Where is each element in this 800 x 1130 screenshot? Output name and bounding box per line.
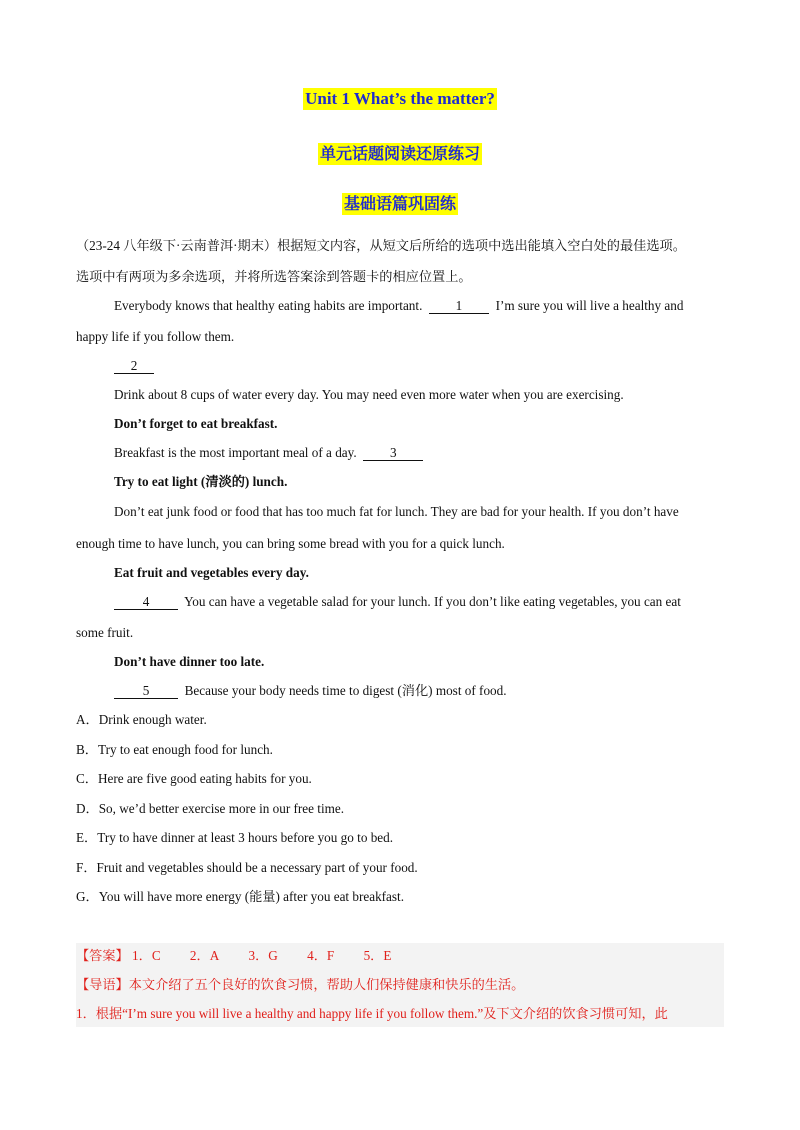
blank-2-line xyxy=(114,357,154,375)
answer-item-5: 5．E xyxy=(363,948,392,963)
explanation-line: 1．根据“I’m sure you will live a healthy and happy life if you follow them.”及下文介绍的饮食习惯可知，此 xyxy=(76,1006,668,1021)
blank-5: 5 xyxy=(114,683,178,699)
option-f: F．Fruit and vegetables should be a necessary part of your food. xyxy=(76,860,418,875)
paragraph-2: Drink about 8 cups of water every day. You may need even more water when you are exercising. xyxy=(114,387,624,402)
subtitle: 单元话题阅读还原练习 xyxy=(319,144,480,163)
p5-text-a: You can have a vegetable salad for your lunch. If you don’t like eating vegetables, you can eat xyxy=(184,594,681,609)
paragraph-4-cont: enough time to have lunch, you can bring some bread with you for a quick lunch. xyxy=(76,536,505,551)
answer-item-4: 4．F xyxy=(307,948,335,963)
guide-text: 本文介绍了五个良好的饮食习惯，帮助人们保持健康和快乐的生活。 xyxy=(128,977,525,992)
section-title: 基础语篇巩固练 xyxy=(343,194,456,213)
answer-item-3: 3．G xyxy=(248,948,278,963)
blank-1: 1 xyxy=(429,298,489,314)
blank-2: 2 xyxy=(114,358,154,374)
section-title-wrap xyxy=(0,193,800,215)
heading-breakfast: Don’t forget to eat breakfast. xyxy=(114,416,278,431)
paragraph-1 xyxy=(114,297,683,315)
p1-text-a: Everybody knows that healthy eating habits are important. xyxy=(114,298,423,313)
unit-title-wrap xyxy=(0,88,800,110)
option-a: A．Drink enough water. xyxy=(76,712,207,727)
blank-4: 4 xyxy=(114,594,178,610)
answer-line xyxy=(76,947,417,965)
option-e: E．Try to have dinner at least 3 hours before you go to bed. xyxy=(76,830,394,845)
guide-label: 【导语】 xyxy=(76,977,129,992)
subtitle-wrap xyxy=(0,143,800,165)
option-c: C．Here are five good eating habits for you. xyxy=(76,771,312,786)
paragraph-1-cont: happy life if you follow them. xyxy=(76,329,235,344)
answer-item-1: 1．C xyxy=(132,948,161,963)
p3-text: Breakfast is the most important meal of a day. xyxy=(114,445,357,460)
p6-text: Because your body needs time to digest (消化) most of food. xyxy=(184,683,507,698)
option-b: B．Try to eat enough food for lunch. xyxy=(76,742,273,757)
unit-title: Unit 1 What’s the matter? xyxy=(305,89,495,108)
paragraph-5 xyxy=(114,593,681,611)
option-d: D．So, we’d better exercise more in our free time. xyxy=(76,801,345,816)
guide-line xyxy=(76,976,524,994)
paragraph-6 xyxy=(114,682,507,700)
heading-fruit: Eat fruit and vegetables every day. xyxy=(114,565,309,580)
answer-item-2: 2．A xyxy=(189,948,220,963)
instruction-line-2: 选项中有两项为多余选项，并将所选答案涂到答题卡的相应位置上。 xyxy=(76,269,472,284)
blank-3: 3 xyxy=(363,445,423,461)
option-g: G．You will have more energy (能量) after you eat breakfast. xyxy=(76,889,405,904)
paragraph-5-cont: some fruit. xyxy=(76,625,134,640)
heading-dinner: Don’t have dinner too late. xyxy=(114,654,265,669)
heading-lunch: Try to eat light (清淡的) lunch. xyxy=(114,474,288,489)
answer-label: 【答案】 xyxy=(76,948,129,963)
answer-section xyxy=(76,943,724,1027)
instruction-line-1: （23-24 八年级下·云南普洱·期末）根据短文内容，从短文后所给的选项中选出能填入空白处的最佳选项。 xyxy=(76,238,686,253)
paragraph-4: Don’t eat junk food or food that has too much fat for lunch. They are bad for your health. If you don’t have xyxy=(114,504,679,519)
p1-text-b: I’m sure you will live a healthy and xyxy=(495,298,684,313)
paragraph-3 xyxy=(114,444,423,462)
